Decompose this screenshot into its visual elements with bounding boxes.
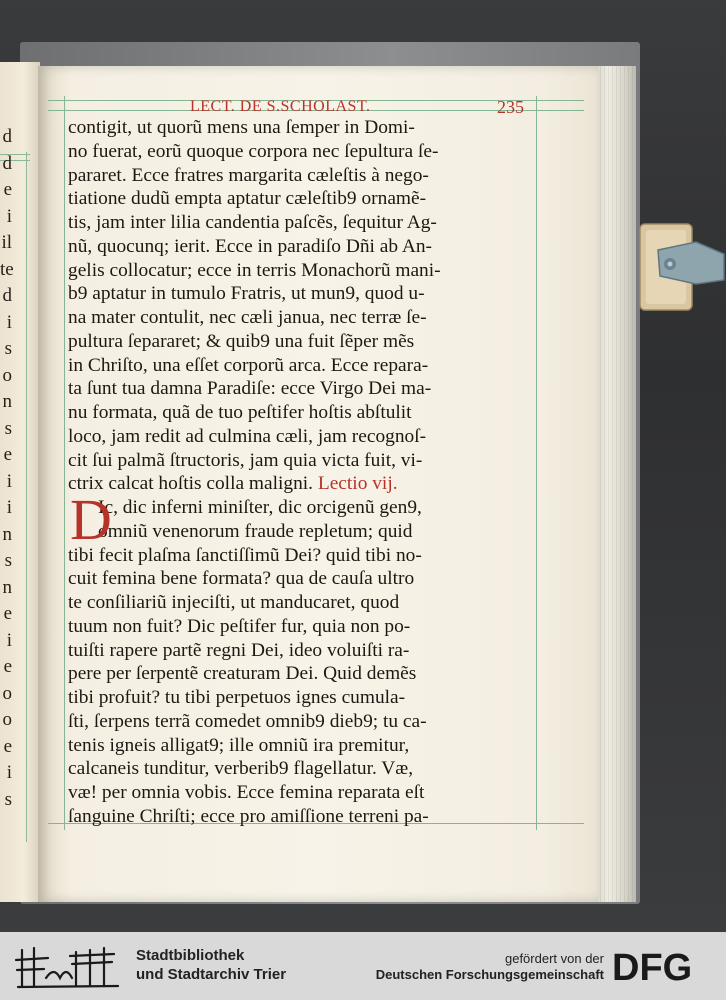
lesson-text-line: omniũ venenorum fraude repletum; quid [98, 520, 413, 542]
lesson-text-line: te conſiliariũ injeciſti, ut manducaret, quod [68, 592, 400, 613]
left-page-fragment: i [6, 497, 12, 518]
page-block-edge [596, 66, 636, 902]
left-page-fragment: e [3, 179, 12, 200]
left-page-fragment: s [4, 338, 12, 359]
left-page-fragment: n [2, 391, 12, 412]
footer-bar [0, 932, 726, 1000]
lesson-text-line: tuum non fuit? Dic peſtifer fur, quia non po- [68, 615, 411, 637]
left-page-fragment: i [6, 470, 12, 492]
text-line: tiatione dudũ empta aptatur cæleſtib9 ornamẽ- [68, 188, 427, 210]
lesson-text-line: cuit femina bene formata? qua de cauſa ultro [68, 568, 415, 590]
left-page-fragment: e [3, 444, 12, 465]
text-line: in Chriſto, una eſſet corporũ arca. Ecce repara- [68, 354, 429, 376]
funded-line1: gefördert von der [504, 951, 604, 966]
page-number: 235 [497, 97, 524, 117]
text-line: gelis collocatur; ecce in terris Monachorũ mani- [68, 259, 441, 281]
lesson-text-line: calcaneis tunditur, verberib9 flagellatur. Væ, [68, 758, 414, 780]
funding-note [376, 951, 604, 983]
lesson-text-line: tenis igneis alligat9; ille omniũ ira premitur, [68, 734, 410, 756]
left-page-fragment: i [6, 629, 12, 651]
left-page-fragment: o [2, 364, 12, 386]
text-line: ta ſunt tua damna Paradiſe: ecce Virgo Dei ma- [68, 378, 432, 400]
text-line: nu formata, quã de tuo peſtifer hoſtis abſtulit [68, 402, 412, 423]
lesson-text-line: tibi fecit plaſma ſanctiſſimũ Dei? quid tibi no- [68, 544, 422, 566]
left-page-fragment: i [6, 311, 12, 333]
text-line: loco, jam redit ad culmina cæli, jam recognoſ- [68, 425, 427, 447]
left-page-fragment: i [6, 205, 12, 227]
lesson-text-line: ſti, ſerpens terrã comedet omnib9 dieb9; tu ca- [68, 710, 427, 732]
left-page [0, 62, 40, 902]
text-line: nũ, quocunq; ierit. Ecce in paradiſo Dñi ab An- [68, 235, 433, 257]
text-line: b9 aptatur in tumulo Fratris, ut mun9, quod u- [68, 283, 425, 305]
text-line: pararet. Ecce fratres margarita cæleſtis à nego- [68, 164, 429, 186]
left-page-fragment: e [3, 603, 12, 624]
text-line: tis, jam inter lilia candentia paſcẽs, ſequitur Ag- [68, 212, 437, 233]
institution-line2: und Stadtarchiv Trier [136, 966, 287, 983]
left-page-fragment: e [3, 735, 12, 757]
lesson-text-line: væ! per omnia vobis. Ecce femina reparata eſt [68, 782, 425, 803]
institution-name [136, 946, 286, 984]
left-page-fragment: o [2, 682, 12, 704]
left-page-fragment: e [3, 656, 12, 677]
left-page-fragment: n [2, 576, 12, 598]
left-page-fragment: n [2, 523, 12, 545]
text-line [68, 472, 538, 496]
lesson-text-line: tuiſti rapere partẽ regni Dei, ideo voluiſti ra- [68, 639, 410, 661]
left-page-fragment: te [0, 258, 14, 280]
left-page-fragment: d [2, 285, 12, 306]
lesson-text-line: Ic, dic inferni miniſter, dic orcigenũ gen9, [98, 497, 422, 518]
running-header: LECT. DE S.SCHOLAST. [190, 98, 371, 115]
left-page-fragment: s [4, 417, 12, 439]
institution-line1: Stadtbibliothek [136, 947, 245, 964]
library-logo-icon [14, 940, 122, 992]
left-page-fragment: s [4, 550, 12, 571]
text-line: pultura ſepararet; & quib9 una fuit ſẽper mẽs [68, 330, 415, 352]
left-page-fragment: il [1, 232, 12, 253]
text-line: contigit, ut quorũ mens una ſemper in Domi- [68, 117, 415, 138]
left-page-fragment: s [4, 788, 12, 810]
dfg-logo-icon [612, 946, 716, 986]
lesson-text-line: ſanguine Chriſti; ecce pro amiſſione terreni pa- [68, 805, 429, 827]
left-page-fragment: d [2, 126, 12, 147]
lesson-text-line: tibi profuit? tu tibi perpetuos ignes cumula- [68, 687, 406, 708]
lesson-text-line: pere per ſerpentẽ creaturam Dei. Quid demẽs [68, 663, 417, 685]
book-clasp-icon [636, 220, 726, 316]
lesson-heading: Lectio vij. [317, 473, 398, 495]
left-page-fragment: i [6, 762, 12, 783]
ruling-left [64, 96, 65, 830]
text-line: no fuerat, eorũ quoque corpora nec ſepultura ſe- [68, 140, 439, 162]
text-line-before-lesson: ctrix calcat hoſtis colla maligni. [68, 473, 313, 495]
text-line: na mater contulit, nec cæli janua, nec terræ ſe- [68, 307, 427, 328]
decorated-initial: D [70, 487, 112, 552]
text-line: cit ſui palmã ſtructoris, jam quia victa fuit, vi- [68, 449, 423, 471]
left-page-fragment: d [2, 152, 12, 174]
dfg-logo-text: DFG [612, 947, 693, 986]
funded-line2: Deutschen Forschungsgemeinschaft [375, 967, 604, 982]
left-page-fragment: o [2, 709, 12, 730]
manuscript-text [68, 116, 538, 829]
